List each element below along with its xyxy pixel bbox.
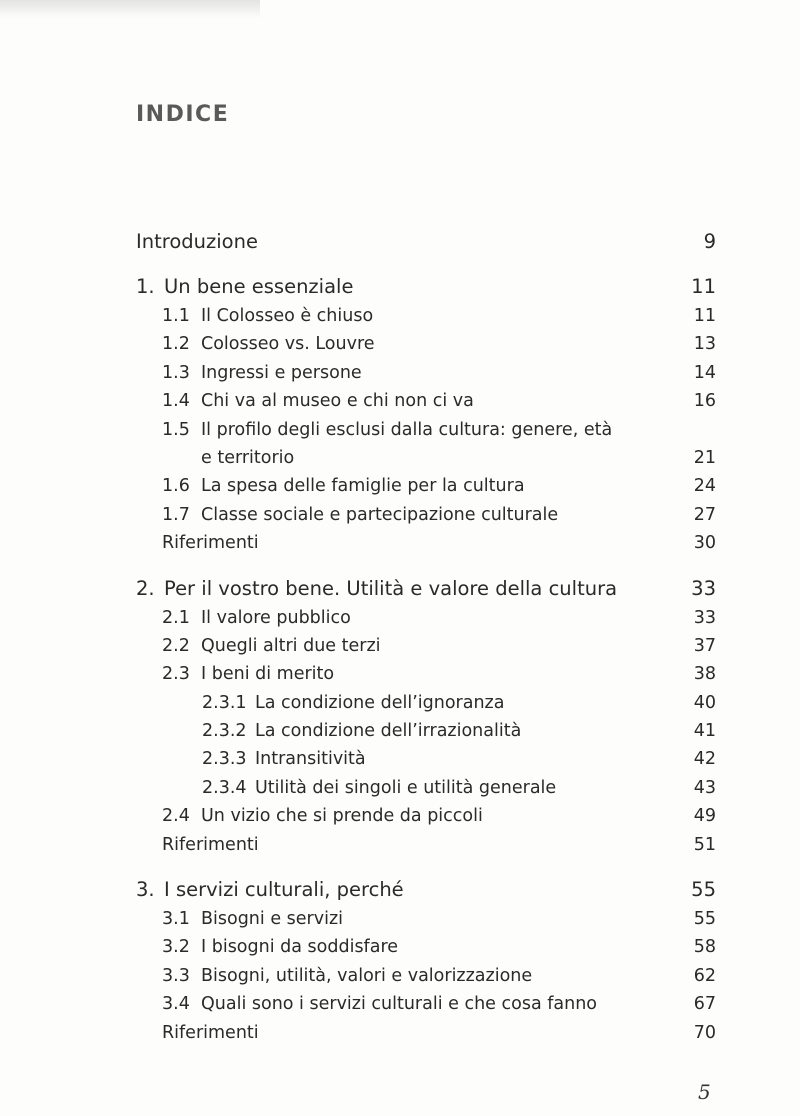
toc-chapter-row	[136, 275, 716, 306]
references-title: Riferimenti	[162, 1022, 259, 1043]
section-number: 2.4	[162, 806, 190, 827]
subsection-number: 2.3.3	[202, 749, 247, 770]
section-page: 37	[693, 635, 716, 656]
toc-section-row	[136, 909, 716, 937]
chapter-page: 55	[691, 878, 716, 902]
toc-subsection-row	[136, 721, 716, 749]
section-number: 3.3	[162, 965, 190, 986]
references-page: 70	[693, 1022, 716, 1043]
section-number: 1.1	[162, 306, 190, 326]
section-number: 3.4	[162, 994, 190, 1015]
toc-chapter-row	[136, 577, 716, 608]
section-number: 1.2	[162, 334, 190, 355]
references-title: Riferimenti	[162, 834, 259, 855]
section-title: Ingressi e persone	[201, 362, 362, 383]
toc-section-row	[136, 664, 716, 692]
toc-intro-row	[136, 230, 716, 261]
toc-references-row	[136, 1023, 716, 1051]
section-title: Quegli altri due terzi	[201, 635, 381, 656]
subsection-title: Utilità dei singoli e utilità generale	[255, 777, 557, 798]
subsection-title: La condizione dell’ignoranza	[255, 692, 505, 713]
section-title: I bisogni da soddisfare	[201, 937, 399, 958]
chapter-number: 3.	[136, 878, 155, 902]
section-number: 1.6	[162, 476, 190, 497]
toc-section-row	[136, 806, 716, 834]
section-title: Classe sociale e partecipazione culturale	[201, 504, 559, 525]
section-title: Bisogni e servizi	[201, 909, 343, 930]
scan-shadow	[0, 0, 260, 18]
section-page: 13	[693, 334, 716, 355]
chapter-number: 1.	[136, 275, 155, 298]
section-title: Chi va al museo e chi non ci va	[201, 391, 474, 412]
references-title: Riferimenti	[162, 533, 259, 554]
toc-section-row	[136, 966, 716, 994]
section-page: 67	[693, 994, 716, 1015]
section-title: La spesa delle famiglie per la cultura	[201, 476, 525, 497]
section-title-continuation: e territorio	[201, 447, 295, 468]
section-title: Bisogni, utilità, valori e valorizzazione	[201, 965, 533, 986]
subsection-number: 2.3.2	[202, 721, 247, 742]
section-number: 1.4	[162, 391, 190, 412]
toc-section-row	[136, 363, 716, 391]
section-title: Quali sono i servizi culturali e che cosa fanno	[201, 994, 598, 1015]
section-number: 2.2	[162, 635, 190, 656]
subsection-number: 2.3.1	[202, 692, 247, 713]
section-number: 1.7	[162, 504, 190, 525]
section-title: Il valore pubblico	[201, 607, 351, 628]
section-page: 14	[693, 362, 716, 383]
toc-section-row	[136, 334, 716, 362]
toc-section-continuation-row	[136, 448, 716, 476]
chapter-number: 2.	[136, 576, 155, 600]
table-of-contents	[136, 230, 716, 1051]
section-title: Un vizio che si prende da piccoli	[201, 806, 483, 827]
section-title: Colosseo vs. Louvre	[201, 334, 375, 355]
chapter-title: Un bene essenziale	[164, 275, 354, 298]
subsection-title: Intransitività	[255, 749, 366, 770]
section-page: 38	[693, 664, 716, 685]
subsection-number: 2.3.4	[202, 777, 247, 798]
toc-section-row	[136, 420, 716, 448]
section-page: 11	[693, 306, 716, 326]
section-page: 62	[693, 965, 716, 986]
subsection-page: 43	[693, 777, 716, 798]
chapter-page: 33	[691, 576, 716, 600]
chapter-page: 11	[691, 275, 716, 298]
toc-subsection-row	[136, 693, 716, 721]
section-page: 58	[693, 937, 716, 958]
toc-section-row	[136, 476, 716, 504]
subsection-page: 42	[693, 749, 716, 770]
page-number: 5	[698, 1080, 711, 1104]
toc-section-row	[136, 937, 716, 965]
references-page: 30	[693, 533, 716, 554]
section-page: 24	[693, 476, 716, 497]
section-page: 21	[693, 447, 716, 468]
section-number: 3.2	[162, 937, 190, 958]
section-page: 16	[693, 391, 716, 412]
toc-subsection-row	[136, 749, 716, 777]
section-number: 3.1	[162, 909, 190, 930]
section-title: Il Colosseo è chiuso	[201, 306, 374, 326]
section-page: 55	[693, 909, 716, 930]
toc-intro-page: 9	[703, 230, 716, 253]
page-title: INDICE	[136, 102, 230, 127]
section-number: 1.5	[162, 419, 190, 440]
toc-intro-title: Introduzione	[136, 230, 258, 253]
subsection-title: La condizione dell’irrazionalità	[255, 721, 522, 742]
toc-section-row	[136, 306, 716, 334]
toc-section-row	[136, 391, 716, 419]
toc-section-row	[136, 636, 716, 664]
chapter-title: Per il vostro bene. Utilità e valore della cultura	[164, 576, 618, 600]
section-title: I beni di merito	[201, 664, 335, 685]
toc-chapter-row	[136, 878, 716, 909]
section-title: Il profilo degli esclusi dalla cultura: genere, età	[201, 419, 613, 440]
section-page: 49	[693, 806, 716, 827]
chapter-title: I servizi culturali, perché	[164, 878, 404, 902]
toc-subsection-row	[136, 778, 716, 806]
toc-section-row	[136, 505, 716, 533]
section-number: 1.3	[162, 362, 190, 383]
section-number: 2.1	[162, 607, 190, 628]
section-page: 33	[693, 607, 716, 628]
section-page: 27	[693, 504, 716, 525]
references-page: 51	[693, 834, 716, 855]
subsection-page: 40	[693, 692, 716, 713]
toc-section-row	[136, 994, 716, 1022]
section-number: 2.3	[162, 664, 190, 685]
toc-references-row	[136, 835, 716, 863]
subsection-page: 41	[693, 721, 716, 742]
toc-section-row	[136, 608, 716, 636]
toc-references-row	[136, 533, 716, 561]
